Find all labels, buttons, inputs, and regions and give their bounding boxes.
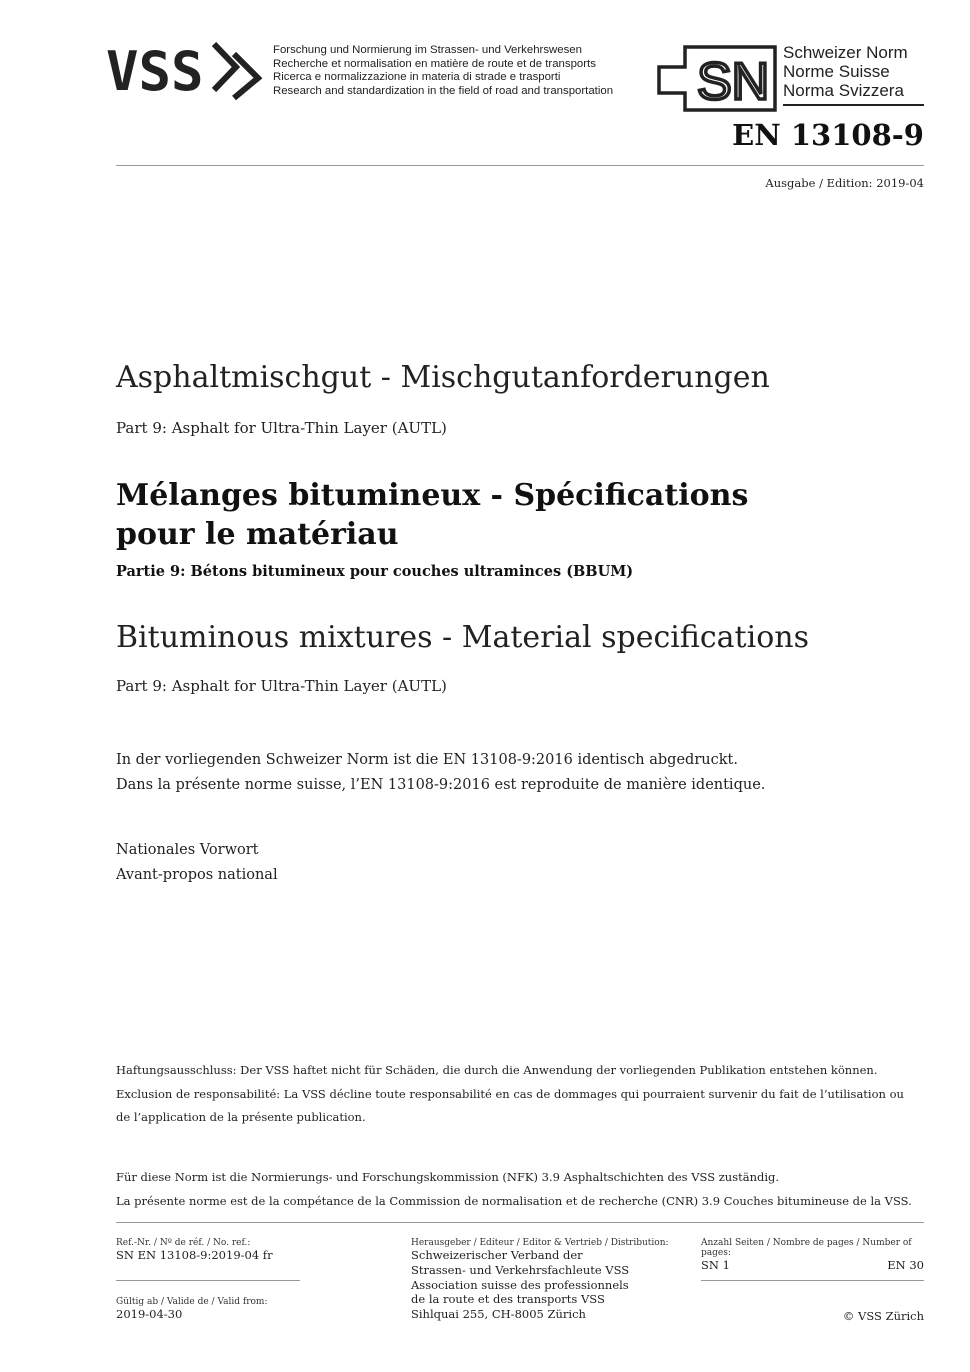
copyright: © VSS Zürich [842, 1309, 924, 1323]
disclaimer [116, 1059, 904, 1130]
reprint-notice [116, 748, 765, 798]
foreword-fr: Avant-propos national [116, 867, 278, 883]
footer-publisher [411, 1238, 681, 1322]
reference-number: SN EN 13108-9:2019-04 fr [116, 1248, 273, 1262]
publisher-line: de la route et des transports VSS [411, 1292, 605, 1307]
vss-line: Recherche et normalisation en matière de route et de transports [273, 57, 596, 70]
foreword-de: Nationales Vorwort [116, 842, 259, 858]
reprint-notice-fr: Dans la présente norme suisse, l’EN 13108-9:2016 est reproduite de manière identique. [116, 777, 766, 793]
sn-norm-name: Norme Suisse [783, 62, 890, 81]
sn-underline [783, 104, 924, 106]
subtitle-german: Part 9: Asphalt for Ultra-Thin Layer (AUTL) [116, 419, 447, 437]
reprint-notice-de: In der vorliegenden Schweizer Norm ist die EN 13108-9:2016 identisch abgedruckt. [116, 752, 738, 768]
title-french: Mélanges bitumineux - Spécifications pour le matériau [116, 478, 749, 552]
footer-separator [701, 1280, 924, 1281]
publisher-address: Sihlquai 255, CH-8005 Zürich [411, 1307, 586, 1322]
valid-from-date: 2019-04-30 [116, 1307, 183, 1321]
subtitle-english: Part 9: Asphalt for Ultra-Thin Layer (AUTL) [116, 677, 447, 695]
reference-label: Ref.-Nr. / Nº de réf. / No. ref.: [116, 1238, 251, 1248]
sn-swiss-norm-logo [657, 45, 777, 112]
national-foreword [116, 838, 278, 888]
edition-date: Ausgabe / Edition: 2019-04 [765, 176, 924, 190]
committee-competence [116, 1166, 912, 1213]
publisher-line: Association suisse des professionnels [411, 1277, 629, 1292]
vss-line: Research and standardization in the field of road and transportation [273, 84, 614, 97]
document-number: EN 13108-9 [732, 118, 924, 152]
sn-norm-name: Schweizer Norm [783, 43, 908, 62]
sn-norm-name: Norma Svizzera [783, 81, 904, 100]
pages-en: EN 30 [887, 1258, 924, 1272]
svg-text:VSS: VSS [106, 40, 204, 100]
pages-sn: SN 1 [701, 1258, 730, 1272]
publisher-label: Herausgeber / Editeur / Editor & Vertrieb / Distribution: [411, 1238, 669, 1248]
competence-fr: La présente norme est de la compétance de la Commission de normalisation et de recherche (CNR) 3.9 Couches bitumineuse de la VSS. [116, 1193, 912, 1208]
vss-logo [106, 40, 266, 100]
sn-norm-names [783, 43, 908, 100]
svg-text:SN: SN [697, 53, 770, 111]
publisher-line: Strassen- und Verkehrsfachleute VSS [411, 1262, 630, 1277]
vss-line: Forschung und Normierung im Strassen- und Verkehrswesen [273, 44, 582, 56]
footer-reference [116, 1238, 300, 1263]
subtitle-french: Partie 9: Bétons bitumineux pour couches ultraminces (BBUM) [116, 563, 634, 580]
footer-separator [116, 1280, 300, 1281]
header-divider [116, 165, 924, 166]
vss-description [273, 44, 613, 98]
valid-from-label: Gültig ab / Valide de / Valid from: [116, 1297, 268, 1307]
competence-de: Für diese Norm ist die Normierungs- und Forschungskommission (NFK) 3.9 Asphaltschichten des VSS zuständig. [116, 1170, 780, 1184]
footer-valid-from [116, 1297, 300, 1322]
footer-pages [701, 1238, 924, 1273]
disclaimer-fr-cont: de l’application de la présente publication. [116, 1110, 366, 1124]
title-german: Asphaltmischgut - Mischgutanforderungen [116, 360, 770, 395]
footer-divider [116, 1222, 924, 1223]
title-english: Bituminous mixtures - Material specifications [116, 620, 809, 655]
publisher-line: Schweizerischer Verband der [411, 1248, 583, 1262]
vss-line: Ricerca e normalizzazione in materia di strade e trasporti [273, 71, 561, 84]
pages-label: Anzahl Seiten / Nombre de pages / Number of pages: [701, 1238, 912, 1258]
disclaimer-fr: Exclusion de responsabilité: La VSS décline toute responsabilité en cas de dommages qui pourraient survenir du fait de l’utilisation ou [116, 1086, 904, 1101]
disclaimer-de: Haftungsausschluss: Der VSS haftet nicht für Schäden, die durch die Anwendung der vorliegenden Publikation entstehen können. [116, 1063, 878, 1077]
